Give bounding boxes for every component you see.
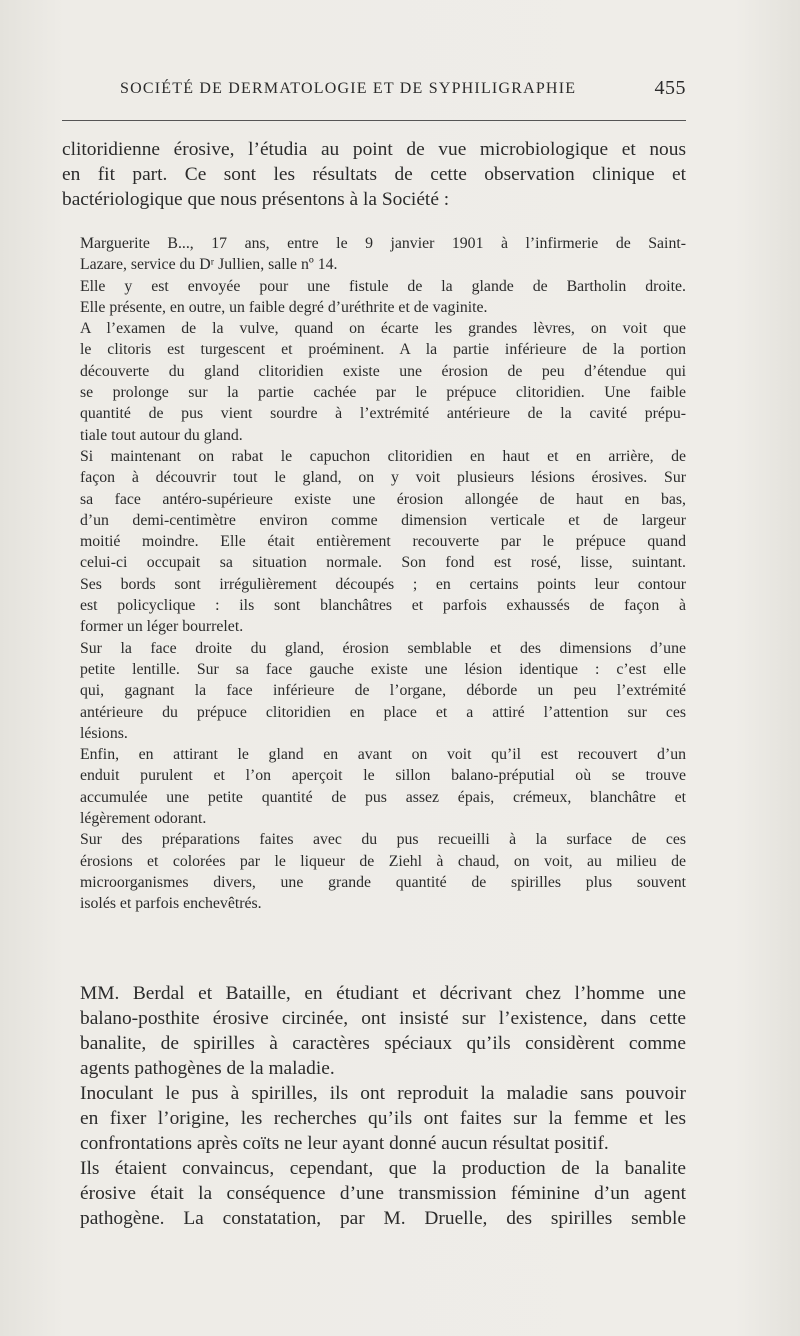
text-line: Marguerite B..., 17 ans, entre le 9 janvier 1901 à l’infirmerie de Saint- (80, 235, 686, 252)
text-line: Sur des préparations faites avec du pus recueilli à la surface de ces (80, 831, 686, 849)
text-line: est policyclique : ils sont blanchâtres et parfois exhaussés de façon à (80, 597, 686, 615)
text-line: Lazare, service du Dʳ Jullien, salle nº 14. (80, 256, 338, 274)
discussion-section (62, 981, 686, 1231)
text-line: érosive était la conséquence d’une transmission féminine d’un agent (80, 1183, 686, 1204)
header-rule (62, 120, 686, 121)
text-line: érosions et colorées par le liqueur de Ziehl à chaud, on voit, au milieu de (80, 852, 686, 870)
text-line: Si maintenant on rabat le capuchon clitoridien en haut et en arrière, de (80, 447, 686, 465)
running-title: SOCIÉTÉ DE DERMATOLOGIE ET DE SYPHILIGRAPHIE (120, 80, 577, 97)
text-line: lésions. (80, 724, 128, 742)
observation-paragraph (62, 233, 686, 276)
text-line: Enfin, en attirant le gland en avant on voit qu’il est recouvert d’un (80, 746, 686, 764)
text-line: pathogène. La constatation, par M. Druelle, des spirilles semble (80, 1208, 686, 1229)
text-line: légèrement odorant. (80, 810, 207, 828)
text-line: petite lentille. Sur sa face gauche existe une lésion identique : c’est elle (80, 660, 686, 678)
text-line: banalite, de spirilles à caractères spéciaux qu’ils considèrent comme (80, 1033, 686, 1054)
text-line: accumulée une petite quantité de pus assez épais, crémeux, blanchâtre et (80, 788, 686, 806)
text-line: former un léger bourrelet. (80, 618, 244, 636)
text-line: antérieure du prépuce clitoridien en place et a attiré l’attention sur ces (80, 703, 686, 721)
text-line: quantité de pus vient sourdre à l’extrémité antérieure de la cavité prépu- (80, 405, 686, 423)
observation-paragraph (62, 638, 686, 744)
text-line: enduit purulent et l’on aperçoit le sillon balano-préputial où se trouve (80, 767, 686, 785)
observation-paragraph (62, 446, 686, 638)
observation-paragraph (62, 276, 686, 319)
text-line: Elle y est envoyée pour une fistule de la glande de Bartholin droite. (80, 277, 686, 295)
text-line: moitié moindre. Elle était entièrement recouverte par le prépuce quand (80, 533, 686, 551)
text-line: en fixer l’origine, les recherches qu’ils ont faites sur la femme et les (80, 1108, 686, 1129)
text-line: tiale tout autour du gland. (80, 426, 243, 444)
text-line: d’un demi-centimètre environ comme dimension verticale et de largeur (80, 511, 686, 529)
observation-paragraph (62, 318, 686, 446)
observation-paragraph (62, 829, 686, 914)
discussion-paragraph (62, 1156, 686, 1231)
discussion-paragraph (62, 1081, 686, 1156)
observation-section (62, 233, 686, 915)
text-line: Sur la face droite du gland, érosion semblable et des dimensions d’une (80, 639, 686, 657)
text-line: celui-ci occupait sa situation normale. Son fond est rosé, lisse, suintant. (80, 554, 686, 572)
intro-paragraph (62, 137, 686, 212)
text-line: clitoridienne érosive, l’étudia au point de vue microbiologique et nous (62, 139, 686, 160)
text-line: sa face antéro-supérieure existe une érosion allongée de haut en bas, (80, 490, 686, 508)
text-line: confrontations après coïts ne leur ayant donné aucun résultat positif. (80, 1133, 609, 1154)
text-line: découverte du gland clitoridien existe une érosion de peu d’étendue qui (80, 362, 686, 380)
observation-paragraph (62, 744, 686, 829)
text-line: isolés et parfois enchevêtrés. (80, 895, 262, 913)
text-line: façon à découvrir tout le gland, on y voit plusieurs lésions érosives. Sur (80, 469, 686, 487)
text-line: A l’examen de la vulve, quand on écarte les grandes lèvres, on voit que (80, 320, 686, 338)
text-line: bactériologique que nous présentons à la Société : (62, 189, 450, 210)
page-number: 455 (654, 77, 686, 99)
discussion-paragraph (62, 981, 686, 1081)
text-line: Elle présente, en outre, un faible degré d’uréthrite et de vaginite. (80, 298, 488, 316)
text-line: Ils étaient convaincus, cependant, que la production de la banalite (80, 1158, 686, 1179)
page-header (120, 77, 686, 104)
text-line: MM. Berdal et Bataille, en étudiant et décrivant chez l’homme une (80, 983, 686, 1004)
text-line: agents pathogènes de la maladie. (80, 1058, 335, 1079)
text-line: balano-posthite érosive circinée, ont insisté sur l’existence, dans cette (80, 1008, 686, 1029)
text-line: le clitoris est turgescent et proéminent. A la partie inférieure de la portion (80, 341, 686, 359)
text-line: en fit part. Ce sont les résultats de cette observation clinique et (62, 164, 686, 185)
text-line: Ses bords sont irrégulièrement découpés ; en certains points leur contour (80, 575, 686, 593)
text-line: qui, gagnant la face inférieure de l’organe, déborde un peu l’extrémité (80, 682, 686, 700)
text-line: Inoculant le pus à spirilles, ils ont reproduit la maladie sans pouvoir (80, 1083, 686, 1104)
text-line: se prolonge sur la partie cachée par le prépuce clitoridien. Une faible (80, 384, 686, 402)
text-line: microorganismes divers, une grande quantité de spirilles plus souvent (80, 873, 686, 891)
